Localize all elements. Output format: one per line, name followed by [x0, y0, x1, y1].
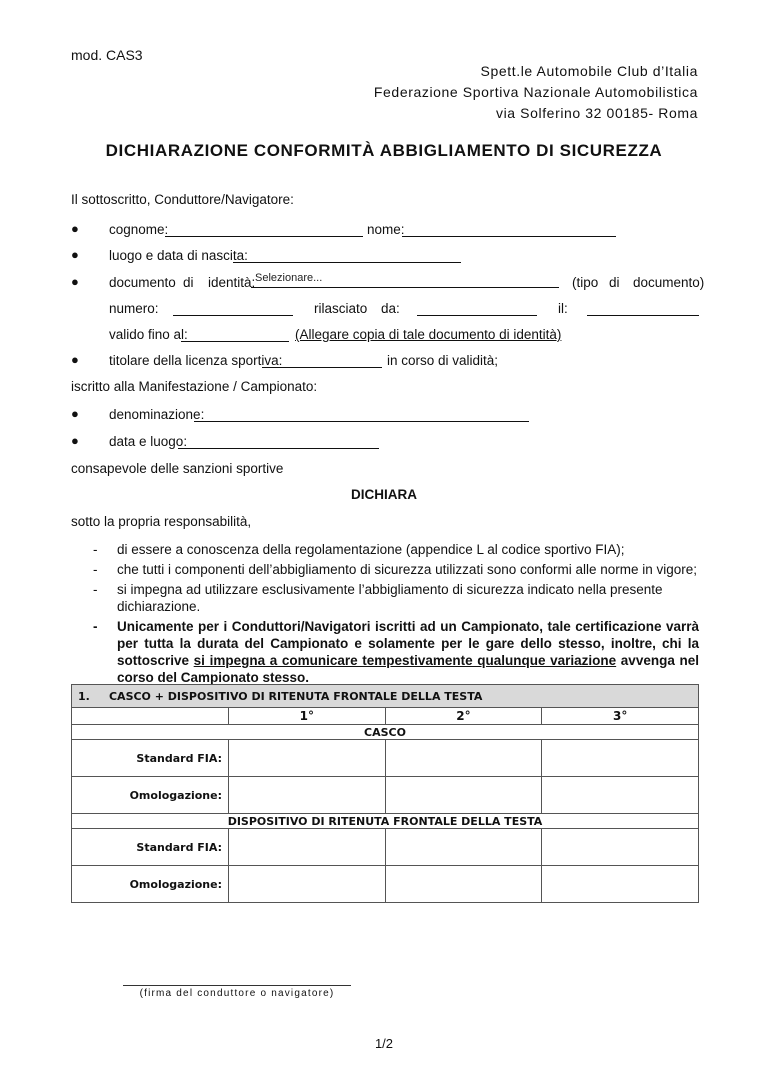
number-label: numero:	[109, 301, 159, 316]
row-label: Omologazione:	[72, 777, 229, 814]
name-field[interactable]	[402, 222, 616, 237]
birth-row	[71, 248, 699, 268]
license-row	[71, 353, 699, 373]
recipient-line-3: via Solferino 32 00185- Roma	[495, 105, 698, 121]
cell-input[interactable]	[542, 866, 699, 903]
cell-input[interactable]	[542, 829, 699, 866]
table-corner	[72, 708, 229, 725]
declarations-list	[71, 541, 699, 689]
document-label-identity: identità:	[208, 275, 256, 290]
cell-input[interactable]	[542, 740, 699, 777]
cell-input[interactable]	[229, 829, 386, 866]
document-type-label-end: documento)	[633, 275, 705, 290]
helmet-table	[71, 684, 699, 903]
cell-input[interactable]	[385, 740, 542, 777]
event-date-field[interactable]	[178, 434, 379, 449]
document-type-label-di: di	[609, 275, 620, 290]
birth-label: luogo e data di nascita:	[109, 248, 248, 263]
row-label: Standard FIA:	[72, 740, 229, 777]
declares-heading: DICHIARA	[351, 487, 417, 502]
event-name-field[interactable]	[194, 407, 529, 422]
cell-input[interactable]	[229, 740, 386, 777]
table-heading: 1. CASCO + DISPOSITIVO DI RITENUTA FRONTALE DELLA TESTA	[72, 685, 699, 708]
event-intro: iscritto alla Manifestazione / Campionato:	[71, 379, 318, 394]
surname-field[interactable]	[165, 222, 363, 237]
declaration-text: di essere a conoscenza della regolamentazione (appendice L al codice sportivo FIA);	[117, 542, 625, 557]
number-field[interactable]	[173, 301, 293, 316]
bullet-icon: ●	[71, 433, 79, 448]
championship-note: Unicamente per i Conduttori/Navigatori iscritti ad un Campionato, tale certificazione varrà per tutta la durata del Campionato e solamente per le gare dello stesso, inoltre, chi la sottoscrive	[117, 619, 699, 668]
document-label-di: di	[183, 275, 194, 290]
page-number: 1/2	[374, 1036, 394, 1051]
section-helmet: CASCO	[72, 725, 699, 740]
cell-input[interactable]	[385, 866, 542, 903]
event-name-label: denominazione:	[109, 407, 205, 422]
declaration-text: si impegna ad utilizzare esclusivamente l’abbigliamento di sicurezza indicato nella presente dichiarazione.	[117, 582, 663, 614]
column-header: 1°	[229, 708, 386, 725]
issued-by-label: da:	[381, 301, 400, 316]
license-field[interactable]	[262, 353, 382, 368]
row-label: Omologazione:	[72, 866, 229, 903]
declaration-text: che tutti i componenti dell’abbigliamento di sicurezza utilizzati sono conformi alle norme in vigore;	[117, 562, 698, 577]
table-row	[72, 777, 699, 814]
event-date-row	[71, 434, 699, 454]
bullet-icon: ●	[71, 221, 79, 236]
issued-by-field[interactable]	[417, 301, 537, 316]
responsibility-text: sotto la propria responsabilità,	[71, 514, 252, 529]
championship-note-end: avvenga nel corso del Campionato stesso.	[117, 653, 699, 685]
section-head-restraint: DISPOSITIVO DI RITENUTA FRONTALE DELLA TESTA	[72, 814, 699, 829]
signature-line[interactable]	[123, 985, 351, 986]
recipient-line-1: Spett.le Automobile Club d’Italia	[480, 63, 698, 79]
cell-input[interactable]	[385, 829, 542, 866]
birth-field[interactable]	[233, 248, 461, 263]
document-number-row	[71, 301, 699, 321]
bullet-icon: ●	[71, 352, 79, 367]
issue-date-label: il:	[558, 301, 568, 316]
model-code: mod. CAS3	[71, 47, 143, 63]
list-item: - si impegna ad utilizzare esclusivamente l’abbigliamento di sicurezza indicato nella presente dichiarazione.	[93, 582, 663, 614]
recipient-line-2: Federazione Sportiva Nazionale Automobilistica	[373, 84, 698, 100]
signature-caption: (firma del conduttore o navigatore)	[139, 988, 335, 999]
issued-label: rilasciato	[314, 301, 368, 316]
bullet-icon: ●	[71, 406, 79, 421]
column-header: 2°	[385, 708, 542, 725]
attach-copy-note: (Allegare copia di tale documento di identità)	[295, 327, 562, 342]
validity-row	[71, 327, 699, 347]
valid-until-field[interactable]	[181, 327, 289, 342]
commitment-note: si impegna a comunicare tempestivamente qualunque variazione	[193, 653, 617, 668]
cell-input[interactable]	[542, 777, 699, 814]
cell-input[interactable]	[229, 777, 386, 814]
list-item: - Unicamente per i Conduttori/Navigatori iscritti ad un Campionato, tale certificazione varrà per tutta la durata del Campionato e solamente per le gare dello stesso, inoltre, chi la sottoscrive si impegna a comunicare tempestivamente qualunque variazione avvenga nel corso del Campionato stesso.	[93, 619, 699, 685]
document-type-label: (tipo	[572, 275, 599, 290]
table-row	[72, 740, 699, 777]
document-type-select[interactable]: Selezionare...	[251, 272, 559, 288]
event-name-row	[71, 407, 699, 427]
bullet-icon: ●	[71, 274, 79, 289]
license-validity-label: in corso di validità;	[387, 353, 499, 368]
document-label: documento	[109, 275, 176, 290]
valid-until-label: valido fino al:	[109, 327, 188, 342]
surname-label: cognome:	[109, 222, 169, 237]
document-row	[71, 272, 705, 295]
name-label: nome:	[367, 222, 405, 237]
surname-name-row	[71, 222, 699, 242]
intro-text: Il sottoscritto, Conduttore/Navigatore:	[71, 192, 294, 207]
column-header: 3°	[542, 708, 699, 725]
table-row	[72, 866, 699, 903]
issue-date-field[interactable]	[587, 301, 699, 316]
bullet-icon: ●	[71, 247, 79, 262]
row-label: Standard FIA:	[72, 829, 229, 866]
cell-input[interactable]	[229, 866, 386, 903]
table-row	[72, 829, 699, 866]
document-title: DICHIARAZIONE CONFORMITÀ ABBIGLIAMENTO DI SICUREZZA	[105, 141, 663, 160]
list-item: - che tutti i componenti dell’abbigliamento di sicurezza utilizzati sono conformi alle norme in vigore;	[93, 562, 698, 577]
list-item: - di essere a conoscenza della regolamentazione (appendice L al codice sportivo FIA);	[93, 542, 625, 557]
license-label: titolare della licenza sportiva:	[109, 353, 283, 368]
event-date-label: data e luogo:	[109, 434, 188, 449]
sanctions-text: consapevole delle sanzioni sportive	[71, 461, 284, 476]
cell-input[interactable]	[385, 777, 542, 814]
